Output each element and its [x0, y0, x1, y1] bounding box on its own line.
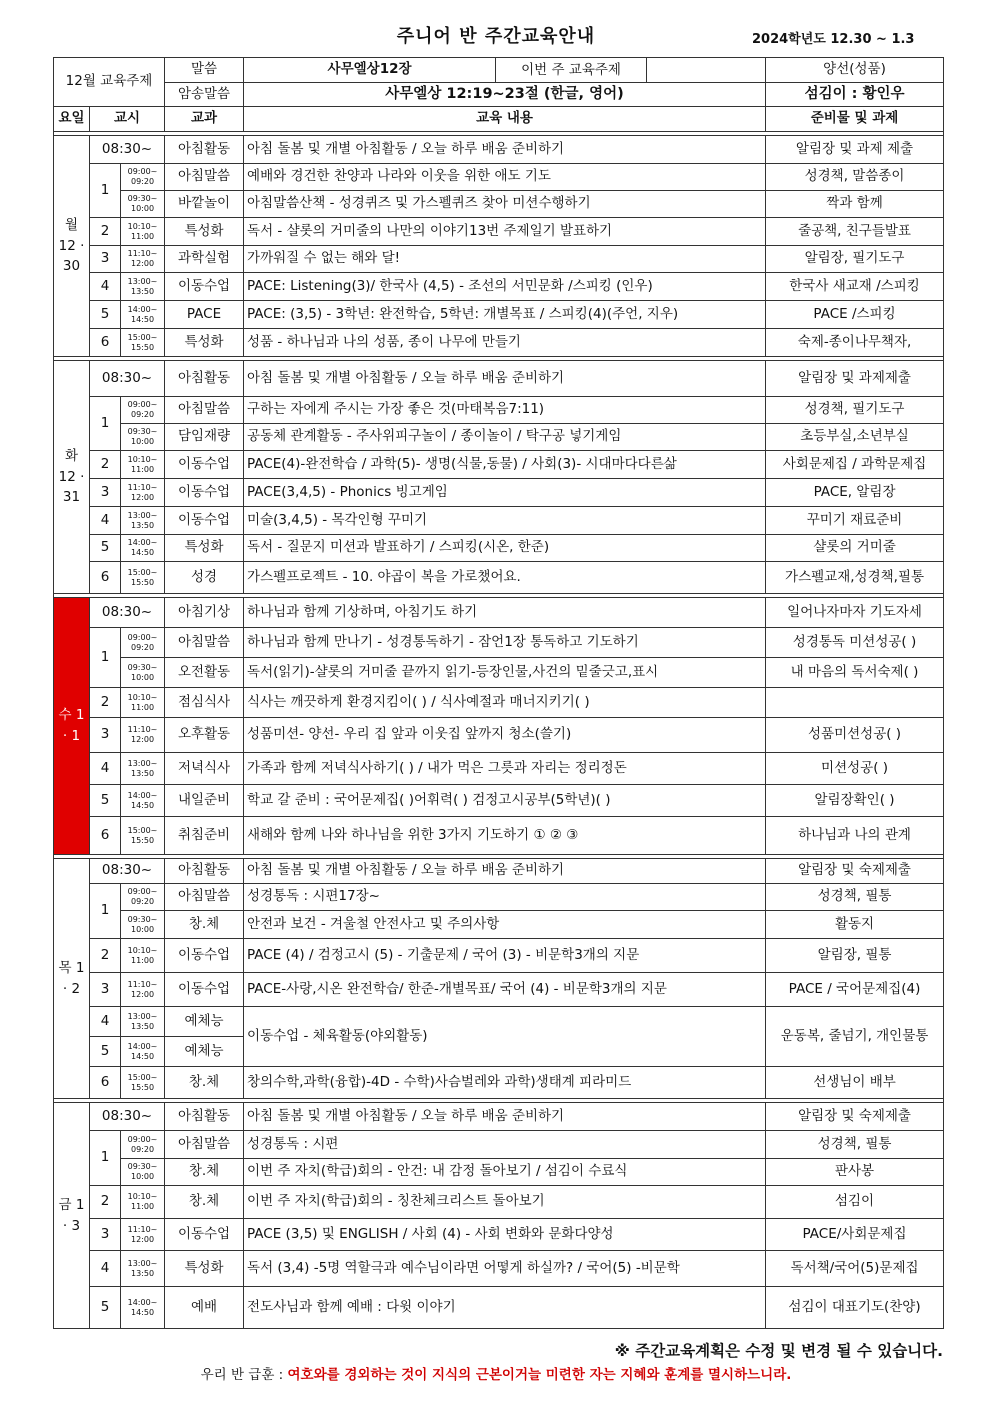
prep-cell: 가스펠교재,성경책,필통	[766, 562, 944, 594]
period-time: 14:00~ 14:50	[121, 301, 165, 329]
period-start-time: 08:30~	[90, 859, 165, 884]
subject-cell: 이동수업	[165, 479, 244, 507]
period-start-time: 08:30~	[90, 136, 165, 164]
subject-cell: 과학실험	[165, 246, 244, 273]
schedule-row	[54, 273, 944, 301]
prep-cell: 짝과 함께	[766, 191, 944, 218]
content-cell: 창의수학,과학(융합)-4D - 수학)사슴벌레와 과학)생태계 피라미드	[244, 1067, 766, 1099]
period-time: 13:00~ 13:50	[121, 273, 165, 301]
period-number: 1	[90, 164, 121, 218]
period-time: 10:10~ 11:00	[121, 939, 165, 973]
col-period: 교시	[90, 107, 165, 132]
subject-cell: 이동수업	[165, 1219, 244, 1251]
schedule-row	[54, 1131, 944, 1159]
schedule-row	[54, 136, 944, 164]
period-number: 5	[90, 1287, 121, 1329]
motto-text: 여호와를 경외하는 것이 지식의 근본이거늘 미련한 자는 지혜와 훈계를 멸시하느니라.	[287, 1367, 792, 1383]
schedule-row	[54, 1067, 944, 1099]
content-cell: PACE-사랑,시온 완전학습/ 한준-개별목표/ 국어 (4) - 비문학3개의 지문	[244, 973, 766, 1007]
subject-cell: 아침활동	[165, 136, 244, 164]
period-time: 09:00~ 09:20	[121, 1131, 165, 1159]
content-cell: 아침 돌봄 및 개별 아침활동 / 오늘 하루 배움 준비하기	[244, 136, 766, 164]
period-number: 5	[90, 1037, 121, 1067]
prep-cell	[766, 688, 944, 718]
prep-cell: 알림장, 필통	[766, 939, 944, 973]
period-time: 10:10~ 11:00	[121, 451, 165, 479]
prep-cell: 활동지	[766, 911, 944, 939]
period-time: 15:00~ 15:50	[121, 329, 165, 357]
prep-cell: PACE, 알림장	[766, 479, 944, 507]
prep-cell: 줄공책, 친구들발표	[766, 218, 944, 246]
schedule-row	[54, 218, 944, 246]
content-cell: 이번 주 자치(학급)회의 - 안건: 내 감정 돌아보기 / 섬김이 수료식	[244, 1159, 766, 1186]
info-row-2	[54, 83, 944, 107]
subject-cell: 특성화	[165, 1251, 244, 1287]
content-cell: 예배와 경건한 찬양과 나라와 이웃을 위한 애도 기도	[244, 164, 766, 191]
schedule-row	[54, 1287, 944, 1329]
schedule-row	[54, 424, 944, 451]
schedule-row	[54, 1186, 944, 1219]
period-time: 14:00~ 14:50	[121, 785, 165, 817]
schedule-row	[54, 628, 944, 658]
date-range: 2024학년도 12.30 ~ 1.3	[752, 32, 915, 47]
schedule-row	[54, 939, 944, 973]
schedule-row	[54, 397, 944, 424]
period-number: 1	[90, 884, 121, 939]
subject-cell: 예체능	[165, 1037, 244, 1067]
period-number: 3	[90, 479, 121, 507]
period-time: 15:00~ 15:50	[121, 1067, 165, 1099]
period-time: 11:10~ 12:00	[121, 1219, 165, 1251]
period-number: 2	[90, 218, 121, 246]
schedule-row	[54, 753, 944, 785]
subject-cell: 창.체	[165, 911, 244, 939]
subject-cell: 이동수업	[165, 451, 244, 479]
schedule-row	[54, 1007, 944, 1037]
period-number: 1	[90, 628, 121, 688]
content-cell: PACE (4) / 검정고시 (5) - 기출문제 / 국어 (3) - 비문학3개의 지문	[244, 939, 766, 973]
content-cell: 가스펠프로젝트 - 10. 야곱이 복을 가로챘어요.	[244, 562, 766, 594]
period-number: 4	[90, 507, 121, 535]
period-number: 2	[90, 688, 121, 718]
content-cell: 미술(3,4,5) - 목각인형 꾸미기	[244, 507, 766, 535]
subject-cell: 아침말씀	[165, 164, 244, 191]
subject-cell: 이동수업	[165, 273, 244, 301]
prep-cell: PACE / 국어문제집(4)	[766, 973, 944, 1007]
schedule-table	[53, 57, 944, 1329]
subject-cell: 점심식사	[165, 688, 244, 718]
subject-cell: 바깥놀이	[165, 191, 244, 218]
content-cell: 아침말씀산책 - 성경퀴즈 및 가스펠퀴즈 찾아 미션수행하기	[244, 191, 766, 218]
day-label: 금 1 · 3	[54, 1103, 90, 1329]
period-time: 09:30~ 10:00	[121, 658, 165, 688]
content-cell: 성경통독 : 시편	[244, 1131, 766, 1159]
content-cell: 성품미션- 양선- 우리 집 앞과 이웃집 앞까지 청소(쓸기)	[244, 718, 766, 753]
period-time: 11:10~ 12:00	[121, 479, 165, 507]
subject-cell: 창.체	[165, 1186, 244, 1219]
memory-label: 암송말씀	[165, 83, 244, 107]
period-number: 3	[90, 246, 121, 273]
prep-cell: 섬김이 대표기도(찬양)	[766, 1287, 944, 1329]
prep-cell: 미션성공( )	[766, 753, 944, 785]
period-time: 09:00~ 09:20	[121, 164, 165, 191]
subject-cell: 아침말씀	[165, 1131, 244, 1159]
col-subject: 교과	[165, 107, 244, 132]
prep-cell: PACE/사회문제집	[766, 1219, 944, 1251]
schedule-row	[54, 884, 944, 911]
schedule-row	[54, 301, 944, 329]
prep-cell: 사회문제집 / 과학문제집	[766, 451, 944, 479]
prep-cell: 일어나자마자 기도자세	[766, 598, 944, 628]
prep-cell: PACE /스피킹	[766, 301, 944, 329]
teacher-name: 섬김이 : 황인우	[766, 83, 944, 107]
subject-cell: 아침활동	[165, 859, 244, 884]
week-theme-cell	[496, 58, 766, 83]
period-number: 2	[90, 1186, 121, 1219]
schedule-row	[54, 191, 944, 218]
subject-cell: 아침활동	[165, 361, 244, 397]
prep-cell: 운동복, 줄넘기, 개인물통	[766, 1007, 944, 1067]
schedule-row	[54, 507, 944, 535]
subject-cell: 저녁식사	[165, 753, 244, 785]
day-label: 월 12 · 30	[54, 136, 90, 357]
prep-cell: 성경책, 필통	[766, 1131, 944, 1159]
subject-cell: 예체능	[165, 1007, 244, 1037]
word-value: 사무엘상12장	[244, 58, 496, 83]
period-number: 2	[90, 451, 121, 479]
schedule-row	[54, 688, 944, 718]
prep-cell: 성품미션성공( )	[766, 718, 944, 753]
schedule-row	[54, 598, 944, 628]
column-header-row	[54, 107, 944, 132]
period-number: 1	[90, 1131, 121, 1186]
prep-cell: 숙제-종이나무책자,	[766, 329, 944, 357]
period-time: 09:00~ 09:20	[121, 884, 165, 911]
period-number: 4	[90, 753, 121, 785]
period-time: 10:10~ 11:00	[121, 218, 165, 246]
period-time: 11:10~ 12:00	[121, 973, 165, 1007]
page-title: 주니어 반 주간교육안내	[396, 26, 596, 47]
period-time: 11:10~ 12:00	[121, 718, 165, 753]
prep-cell: 성경통독 미션성공( )	[766, 628, 944, 658]
schedule-row	[54, 785, 944, 817]
prep-cell: 알림장 및 숙제제출	[766, 859, 944, 884]
period-time: 11:10~ 12:00	[121, 246, 165, 273]
period-number: 5	[90, 301, 121, 329]
prep-cell: 성경책, 필통	[766, 884, 944, 911]
content-cell: 학교 갈 준비 : 국어문제집( )어휘력( ) 검정고시공부(5학년)( )	[244, 785, 766, 817]
period-number: 6	[90, 329, 121, 357]
prep-cell: 내 마음의 독서숙제( )	[766, 658, 944, 688]
content-cell: 가까워질 수 없는 해와 달!	[244, 246, 766, 273]
content-cell: PACE: Listening(3)/ 한국사 (4,5) - 조선의 서민문화 /스피킹 (인우)	[244, 273, 766, 301]
content-cell: PACE (3,5) 및 ENGLISH / 사회 (4) - 사회 변화와 문화다양성	[244, 1219, 766, 1251]
prep-cell: 초등부실,소년부실	[766, 424, 944, 451]
period-time: 09:30~ 10:00	[121, 191, 165, 218]
period-number: 4	[90, 1007, 121, 1037]
subject-cell: 오전활동	[165, 658, 244, 688]
period-number: 3	[90, 1219, 121, 1251]
change-notice: ※ 주간교육계획은 수정 및 변경 될 수 있습니다.	[614, 1342, 943, 1360]
subject-cell: 담임재량	[165, 424, 244, 451]
period-number: 3	[90, 973, 121, 1007]
memory-cell	[244, 83, 766, 107]
prep-cell: 알림장 및 과제제출	[766, 361, 944, 397]
col-prep: 준비물 및 과제	[766, 107, 944, 132]
col-content: 교육 내용	[244, 107, 766, 132]
prep-cell: 알림장, 필기도구	[766, 246, 944, 273]
period-time: 13:00~ 13:50	[121, 1007, 165, 1037]
subject-cell: 창.체	[165, 1067, 244, 1099]
subject-cell: 창.체	[165, 1159, 244, 1186]
subject-cell: 이동수업	[165, 507, 244, 535]
schedule-row	[54, 859, 944, 884]
prep-cell: 성경책, 말씀종이	[766, 164, 944, 191]
subject-cell: 아침말씀	[165, 884, 244, 911]
schedule-row	[54, 973, 944, 1007]
subject-cell: 특성화	[165, 535, 244, 562]
schedule-row	[54, 718, 944, 753]
memory-value: 사무엘상 12:19~23절 (한글, 영어)	[385, 86, 624, 103]
subject-cell: 아침활동	[165, 1103, 244, 1131]
schedule-row	[54, 329, 944, 357]
schedule-row	[54, 1103, 944, 1131]
period-time: 10:10~ 11:00	[121, 1186, 165, 1219]
content-cell: 전도사님과 함께 예배 : 다윗 이야기	[244, 1287, 766, 1329]
period-time: 15:00~ 15:50	[121, 562, 165, 594]
period-number: 6	[90, 562, 121, 594]
info-row-1	[54, 58, 944, 83]
content-cell: 아침 돌봄 및 개별 아침활동 / 오늘 하루 배움 준비하기	[244, 859, 766, 884]
content-cell: 하나님과 함께 만나기 - 성경통독하기 - 잠언1장 통독하고 기도하기	[244, 628, 766, 658]
schedule-row	[54, 1251, 944, 1287]
schedule-row	[54, 164, 944, 191]
prep-cell: 판사봉	[766, 1159, 944, 1186]
period-time: 14:00~ 14:50	[121, 535, 165, 562]
content-cell: 아침 돌봄 및 개별 아침활동 / 오늘 하루 배움 준비하기	[244, 1103, 766, 1131]
subject-cell: 특성화	[165, 329, 244, 357]
period-number: 5	[90, 785, 121, 817]
prep-cell: 꾸미기 재료준비	[766, 507, 944, 535]
content-cell: 성품 - 하나님과 나의 성품, 종이 나무에 만들기	[244, 329, 766, 357]
subject-cell: 이동수업	[165, 939, 244, 973]
content-cell: 구하는 자에게 주시는 가장 좋은 것(마태복음7:11)	[244, 397, 766, 424]
content-cell: 이동수업 - 체육활동(야외활동)	[244, 1007, 766, 1067]
content-cell: PACE(4)-완전학습 / 과학(5)- 생명(식물,동물) / 사회(3)- 시대마다다른삶	[244, 451, 766, 479]
week-theme-value: 양선(성품)	[766, 58, 944, 83]
period-time: 13:00~ 13:50	[121, 753, 165, 785]
day-label: 수 1 · 1	[54, 598, 90, 855]
subject-cell: 취침준비	[165, 817, 244, 855]
prep-cell: 성경책, 필기도구	[766, 397, 944, 424]
period-time: 13:00~ 13:50	[121, 1251, 165, 1287]
subject-cell: 성경	[165, 562, 244, 594]
schedule-row	[54, 535, 944, 562]
prep-cell: 선생님이 배부	[766, 1067, 944, 1099]
prep-cell: 섬김이	[766, 1186, 944, 1219]
schedule-row	[54, 451, 944, 479]
content-cell: 안전과 보건 - 겨울철 안전사고 및 주의사항	[244, 911, 766, 939]
period-time: 14:00~ 14:50	[121, 1287, 165, 1329]
period-number: 3	[90, 718, 121, 753]
period-start-time: 08:30~	[90, 361, 165, 397]
schedule-row	[54, 817, 944, 855]
content-cell: 새해와 함께 나와 하나님을 위한 3가지 기도하기 ① ② ③	[244, 817, 766, 855]
month-theme-label: 12월 교육주제	[54, 58, 165, 107]
content-cell: 이번 주 자치(학급)회의 - 칭찬체크리스트 돌아보기	[244, 1186, 766, 1219]
schedule-row	[54, 658, 944, 688]
content-cell: PACE: (3,5) - 3학년: 완전학습, 5학년: 개별목표 / 스피킹(4)(주언, 지우)	[244, 301, 766, 329]
col-day: 요일	[54, 107, 90, 132]
period-number: 6	[90, 817, 121, 855]
subject-cell: 오후활동	[165, 718, 244, 753]
content-cell: 독서(읽기)-샬롯의 거미줄 끝까지 읽기-등장인물,사건의 밑줄긋고,표시	[244, 658, 766, 688]
subject-cell: 아침말씀	[165, 397, 244, 424]
subject-cell: 특성화	[165, 218, 244, 246]
content-cell: 독서 - 질문지 미션과 발표하기 / 스피킹(시온, 한준)	[244, 535, 766, 562]
prep-cell: 하나님과 나의 관계	[766, 817, 944, 855]
content-cell: 아침 돌봄 및 개별 아침활동 / 오늘 하루 배움 준비하기	[244, 361, 766, 397]
week-theme-label: 이번 주 교육주제	[496, 58, 647, 82]
content-cell: 하나님과 함께 기상하며, 아침기도 하기	[244, 598, 766, 628]
day-label: 목 1 · 2	[54, 859, 90, 1099]
schedule-row	[54, 1219, 944, 1251]
period-number: 4	[90, 1251, 121, 1287]
period-time: 09:00~ 09:20	[121, 628, 165, 658]
period-time: 10:10~ 11:00	[121, 688, 165, 718]
day-label: 화 12 · 31	[54, 361, 90, 594]
schedule-row	[54, 562, 944, 594]
schedule-row	[54, 479, 944, 507]
content-cell: 가족과 함께 저녁식사하기( ) / 내가 먹은 그릇과 자리는 정리정돈	[244, 753, 766, 785]
prep-cell: 샬롯의 거미줄	[766, 535, 944, 562]
period-time: 09:30~ 10:00	[121, 911, 165, 939]
schedule-row	[54, 361, 944, 397]
content-cell: 공동체 관계활동 - 주사위피구놀이 / 종이놀이 / 탁구공 넣기게임	[244, 424, 766, 451]
period-number: 4	[90, 273, 121, 301]
motto-label: 우리 반 급훈 :	[200, 1367, 288, 1383]
class-motto	[0, 1363, 992, 1383]
period-time: 13:00~ 13:50	[121, 507, 165, 535]
period-time: 09:30~ 10:00	[121, 424, 165, 451]
word-label: 말씀	[165, 58, 244, 83]
period-number: 5	[90, 535, 121, 562]
content-cell: PACE(3,4,5) - Phonics 빙고게임	[244, 479, 766, 507]
subject-cell: 아침말씀	[165, 628, 244, 658]
content-cell: 성경통독 : 시편17장~	[244, 884, 766, 911]
prep-cell: 알림장 및 과제 제출	[766, 136, 944, 164]
prep-cell: 한국사 새교재 /스피킹	[766, 273, 944, 301]
content-cell: 식사는 깨끗하게 환경지킴이( ) / 식사예절과 매너지키기( )	[244, 688, 766, 718]
prep-cell: 알림장확인( )	[766, 785, 944, 817]
prep-cell: 알림장 및 숙제제출	[766, 1103, 944, 1131]
prep-cell: 독서책/국어(5)문제집	[766, 1251, 944, 1287]
period-number: 2	[90, 939, 121, 973]
subject-cell: 아침기상	[165, 598, 244, 628]
period-number: 6	[90, 1067, 121, 1099]
content-cell: 독서 (3,4) -5명 역할극과 예수님이라면 어떻게 하실까? / 국어(5) -비문학	[244, 1251, 766, 1287]
period-time: 09:30~ 10:00	[121, 1159, 165, 1186]
period-number: 1	[90, 397, 121, 451]
content-cell: 독서 - 샬롯의 거미줄의 나만의 이야기13번 주제일기 발표하기	[244, 218, 766, 246]
period-time: 15:00~ 15:50	[121, 817, 165, 855]
period-start-time: 08:30~	[90, 598, 165, 628]
subject-cell: PACE	[165, 301, 244, 329]
schedule-row	[54, 911, 944, 939]
subject-cell: 이동수업	[165, 973, 244, 1007]
schedule-row	[54, 246, 944, 273]
schedule-row	[54, 1159, 944, 1186]
period-time: 14:00~ 14:50	[121, 1037, 165, 1067]
subject-cell: 예배	[165, 1287, 244, 1329]
period-start-time: 08:30~	[90, 1103, 165, 1131]
subject-cell: 내일준비	[165, 785, 244, 817]
period-time: 09:00~ 09:20	[121, 397, 165, 424]
